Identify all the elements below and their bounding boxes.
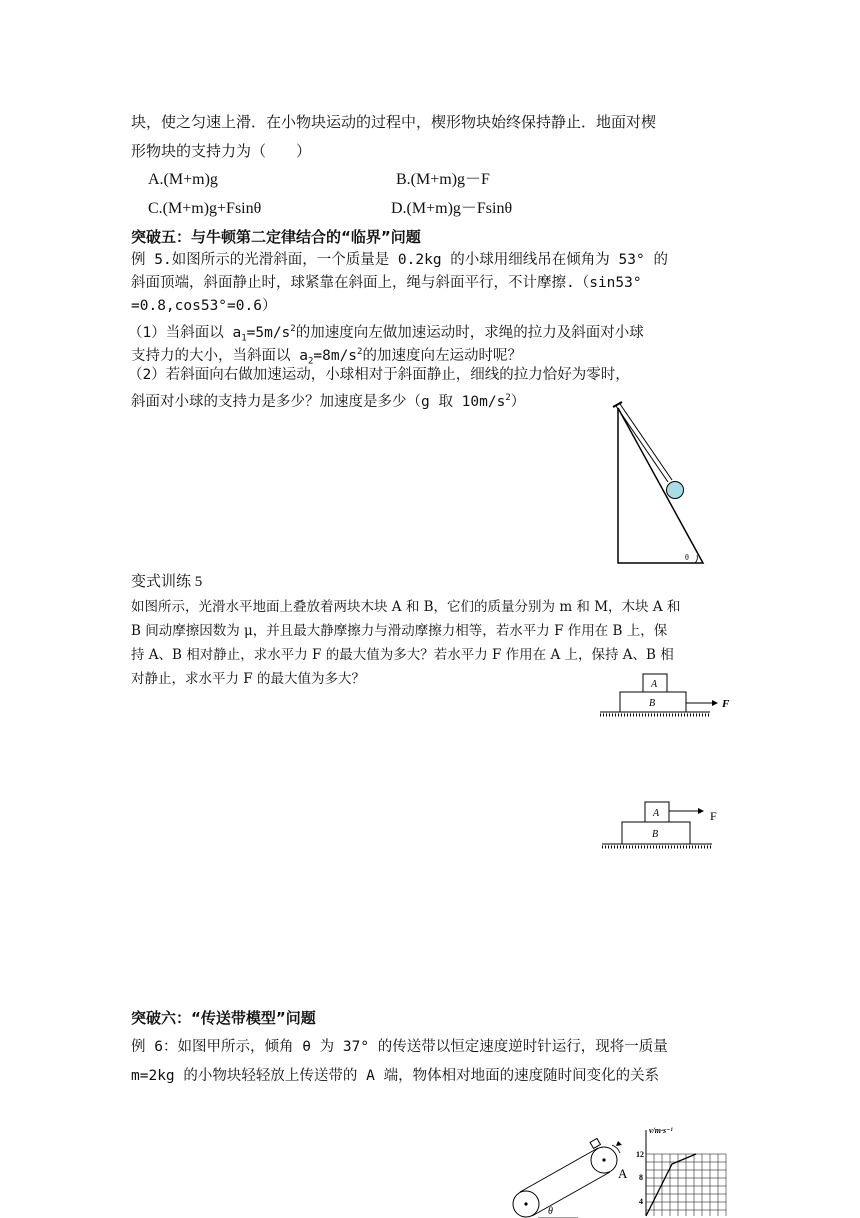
q1-text: 的加速度向左运动时呢？: [362, 347, 522, 364]
question-2-line: （2）若斜面向右做加速运动，小球相对于斜面静止，细线的拉力恰好为零时，: [128, 367, 630, 383]
grid: [646, 1154, 726, 1216]
variant-text-line: 持 A、B 相对静止，求水平力 F 的最大值为多大？若水平力 F 作用在 A 上，保持 A、B 相: [131, 647, 674, 663]
tick-label: 8: [639, 1173, 643, 1182]
option-d: D.(M+m)g－Fsinθ: [391, 200, 513, 217]
variant-text-line: 如图所示，光滑水平地面上叠放着两块木块 A 和 B，它们的质量分别为 m 和 M，木块 A 和: [131, 599, 681, 615]
arrow-head: [712, 700, 718, 706]
variant-text-line: B 间动摩擦因数为 μ，并且最大静摩擦力与滑动摩擦力相等，若水平力 F 作用在 B 上，保: [131, 623, 668, 639]
blocks-figure-force-on-b: [598, 670, 738, 722]
subscript: 2: [307, 356, 314, 367]
end-a-label: A: [618, 1166, 628, 1181]
q1-text: （1）当斜面以 a: [128, 324, 242, 341]
top-pulley-axle: [602, 1158, 605, 1161]
q1-text: 支持力的大小，当斜面以 a: [131, 347, 308, 364]
rope: [616, 406, 668, 482]
angle-label: θ: [685, 553, 689, 562]
angle-label: θ: [548, 1206, 553, 1217]
incline-triangle: [618, 408, 703, 563]
rotation-arrow-head: [616, 1141, 622, 1146]
q1-text: 的加速度向左做加速运动时，求绳的拉力及斜面对小球: [295, 324, 644, 341]
block-a-label: A: [653, 808, 660, 819]
subscript: 1: [241, 333, 247, 344]
option-b: B.(M+m)g－F: [396, 171, 490, 188]
superscript: 2: [505, 393, 511, 403]
section-title: 突破六：“传送带模型”问题: [131, 1009, 316, 1027]
block-a-label: A: [651, 679, 658, 690]
incline-figure: [600, 398, 720, 568]
q1-text: =5m/s: [246, 324, 291, 341]
superscript: 2: [357, 347, 363, 357]
option-a: A.(M+m)g: [148, 171, 218, 188]
tick-label: 12: [636, 1150, 644, 1159]
example-text-line: 例 5.如图所示的光滑斜面，一个质量是 0.2kg 的小球用细线吊在倾角为 53° 的: [131, 252, 668, 268]
block-on-belt: [590, 1138, 600, 1148]
tick-label: 4: [639, 1197, 643, 1206]
block-b-label: B: [652, 829, 659, 840]
bottom-pulley-axle: [524, 1202, 527, 1205]
option-c: C.(M+m)g+Fsinθ: [148, 200, 262, 217]
example-text-line: 斜面顶端，斜面静止时，球紧靠在斜面上，绳与斜面平行，不计摩擦.（sin53°: [131, 275, 642, 291]
force-label: F: [722, 698, 730, 710]
q2-text: ）: [510, 393, 526, 410]
velocity-time-graph: [634, 1124, 734, 1216]
example-text-line: 例 6：如图甲所示，倾角 θ 为 37° 的传送带以恒定速度逆时针运行，现将一质量: [131, 1039, 668, 1055]
angle-arc: [695, 555, 697, 563]
problem-text-line: 形物块的支持力为（ ）: [131, 142, 312, 160]
variant-text-line: 对静止，求水平力 F 的最大值为多大？: [131, 671, 365, 687]
example-text-line: =0.8,cos53°=0.6）: [131, 298, 277, 314]
force-label: F: [710, 809, 717, 823]
q2-text: 斜面对小球的支持力是多少？加速度是多少（g 取 10m/s: [131, 393, 506, 410]
arrow-head: [698, 808, 704, 814]
variant-title: 变式训练 5: [131, 574, 203, 590]
conveyor-belt-figure: [498, 1128, 648, 1218]
superscript: 2: [290, 324, 296, 334]
velocity-line: [646, 1154, 696, 1216]
problem-text-line: 块，使之匀速上滑．在小物块运动的过程中，楔形物块始终保持静止．地面对楔: [131, 113, 657, 131]
q1-text: =8m/s: [313, 347, 358, 364]
y-axis-label: v/m·s⁻¹: [649, 1126, 673, 1135]
ball: [667, 482, 684, 499]
section-title: 突破五：与牛顿第二定律结合的“临界”问题: [131, 228, 421, 246]
block-b-label: B: [649, 698, 656, 709]
question-2-line: [131, 388, 525, 412]
example-text-line: m=2kg 的小物块轻轻放上传送带的 A 端，物体相对地面的速度随时间变化的关系: [131, 1068, 660, 1084]
rope: [620, 404, 672, 480]
blocks-figure-force-on-a: [600, 798, 740, 852]
